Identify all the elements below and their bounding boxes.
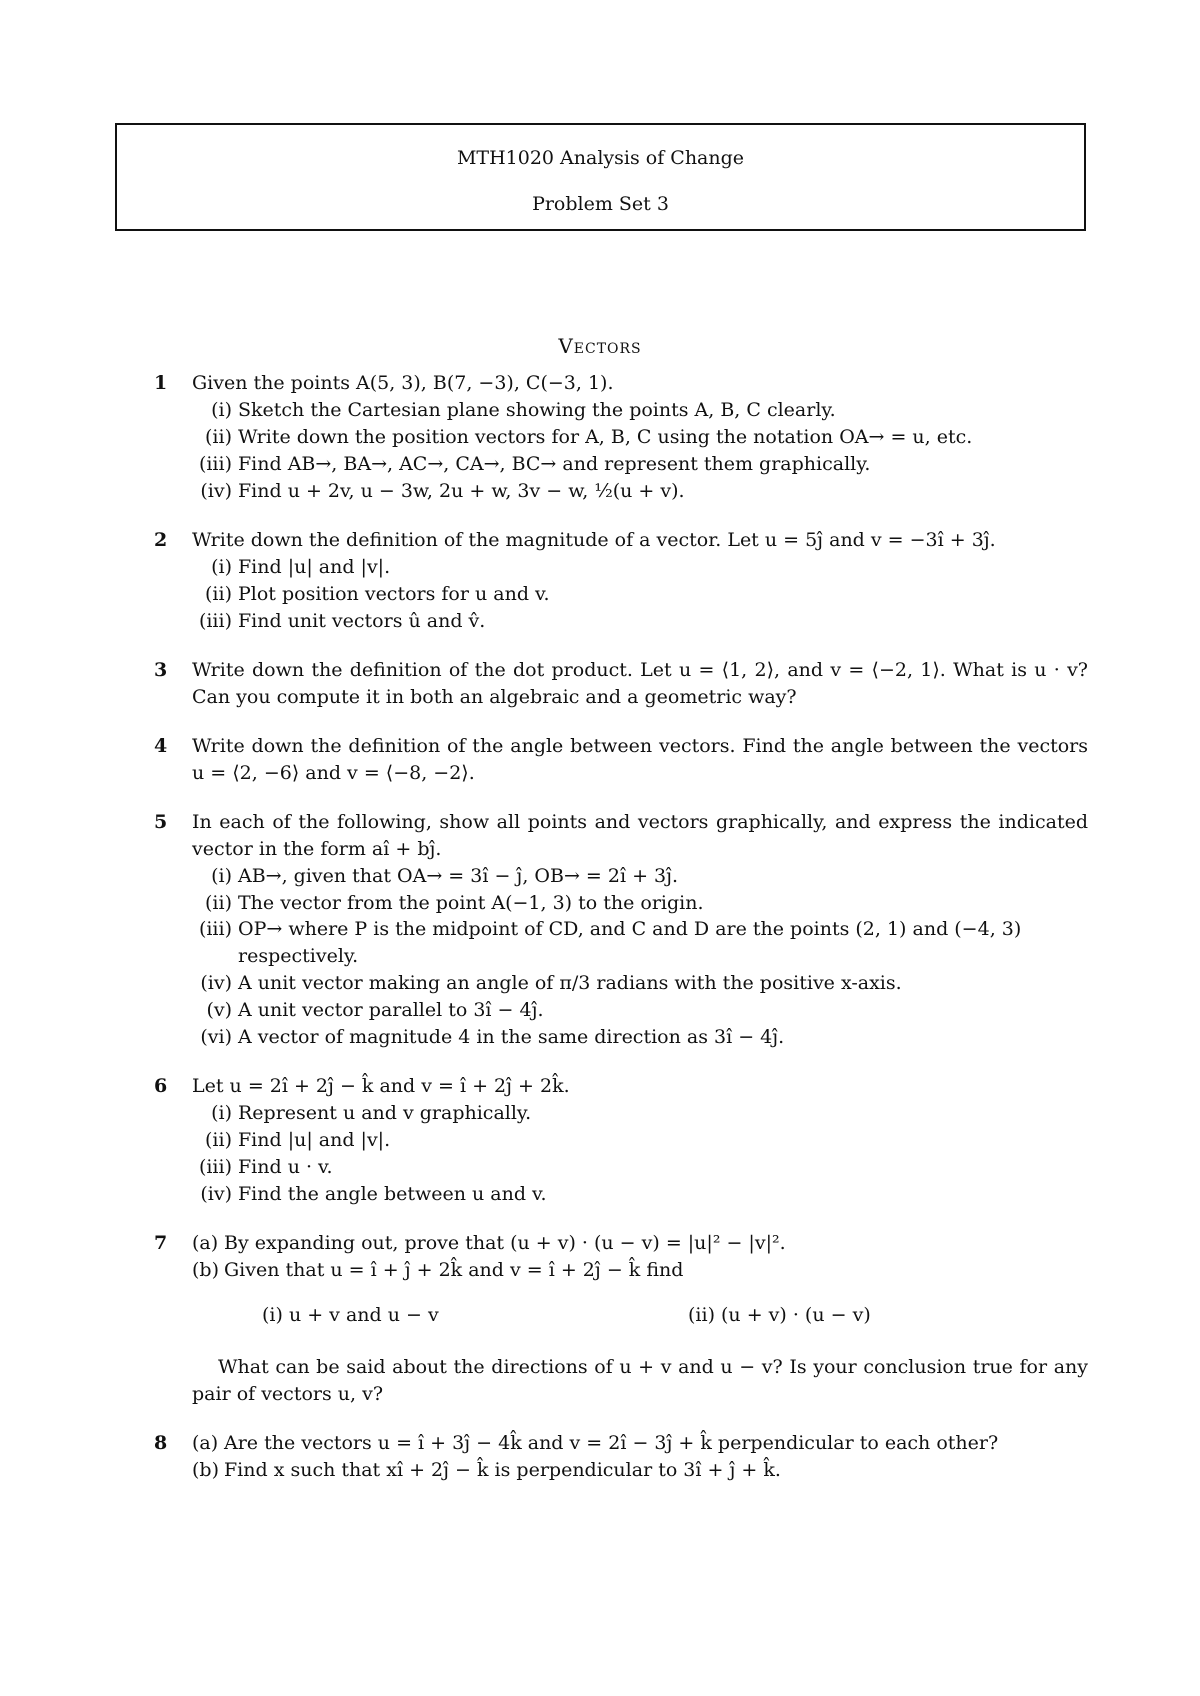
- problem-number: 6: [154, 1075, 168, 1098]
- part-text: Find x such that xî + 2ĵ − k̂ is perpendicular to 3î + ĵ + k̂.: [224, 1459, 781, 1481]
- problem-number: 5: [154, 810, 168, 833]
- problem-3: [154, 657, 1088, 711]
- problem-number: 4: [154, 734, 168, 757]
- sub-question: [168, 608, 1088, 635]
- sub-question: [168, 478, 1088, 505]
- sub-label: (iii): [198, 1156, 232, 1179]
- sub-text: Find AB→, BA→, AC→, CA→, BC→ and represent them graphically.: [238, 452, 871, 475]
- sub-question: [168, 554, 1088, 581]
- part-text: Given that u = î + ĵ + 2k̂ and v = î + 2ĵ − k̂ find: [224, 1259, 684, 1282]
- sub-text: Sketch the Cartesian plane showing the points A, B, C clearly.: [238, 398, 836, 421]
- problem-stem: In each of the following, show all points and vectors graphically, and express the indicated vector in the form aî + bĵ.: [192, 810, 1088, 860]
- course-title: MTH1020 Analysis of Change: [456, 147, 745, 169]
- sub-text: A unit vector parallel to 3î − 4ĵ.: [238, 999, 544, 1022]
- item-left: (i) u + v and u − v: [262, 1304, 439, 1327]
- sub-text: Find u · v.: [238, 1156, 333, 1179]
- problem-5: [154, 809, 1088, 1052]
- sub-label: (ii): [205, 425, 232, 448]
- problem-stem: Write down the definition of the dot product. Let u = ⟨1, 2⟩, and v = ⟨−2, 1⟩. What is u · v? Can you compute it in both an algebraic and a geometric way?: [192, 658, 1088, 708]
- sub-text: AB→, given that OA→ = 3î − ĵ, OB→ = 2î + 3ĵ.: [238, 864, 679, 887]
- sub-question: [168, 1127, 1088, 1154]
- sub-label: (ii): [205, 1129, 232, 1152]
- problem-8: [154, 1430, 1088, 1484]
- part-question: [168, 1230, 1088, 1257]
- part-question: [168, 1257, 1088, 1284]
- sub-label: (iv): [200, 479, 232, 502]
- part-text: By expanding out, prove that (u + v) · (u − v) = |u|² − |v|².: [224, 1232, 786, 1255]
- sub-question: [168, 1181, 1088, 1208]
- problem-stem: Given the points A(5, 3), B(7, −3), C(−3, 1).: [192, 372, 614, 394]
- problem-2: [154, 527, 1088, 635]
- sub-question: [168, 1024, 1088, 1051]
- sub-text: Find the angle between u and v.: [238, 1183, 547, 1206]
- problem-set-title: Problem Set 3: [532, 193, 669, 215]
- sub-text: OP→ where P is the midpoint of CD, and C and D are the points (2, 1) and (−4, 3) respectively.: [238, 918, 1022, 968]
- sub-label: (i): [211, 1102, 232, 1125]
- sub-label: (iv): [200, 1183, 232, 1206]
- sub-label: (i): [211, 864, 232, 887]
- part-label: (b): [192, 1259, 219, 1282]
- problem-7: [154, 1230, 1088, 1408]
- problem-number: 8: [154, 1432, 168, 1455]
- part-label: (a): [192, 1432, 219, 1455]
- sub-label: (i): [211, 555, 232, 578]
- part-label: (b): [192, 1459, 219, 1481]
- sub-text: Plot position vectors for u and v.: [238, 582, 550, 605]
- sub-question: [168, 863, 1088, 890]
- sub-label: (i): [211, 398, 232, 421]
- sub-question: [168, 1100, 1088, 1127]
- sub-text: A unit vector making an angle of π/3 radians with the positive x-axis.: [238, 972, 902, 995]
- problem-number: 7: [154, 1232, 168, 1255]
- sub-label: (iv): [200, 972, 232, 995]
- sub-label: (ii): [205, 582, 232, 605]
- sub-question: [168, 1154, 1088, 1181]
- sub-label: (ii): [205, 891, 232, 914]
- part-question: [168, 1457, 1088, 1484]
- sub-label: (iii): [198, 452, 232, 475]
- follow-up-paragraph: What can be said about the directions of u + v and u − v? Is your conclusion true for any pair of vectors u, v?: [192, 1356, 1088, 1406]
- problem-number: 3: [154, 658, 168, 681]
- sub-text: The vector from the point A(−1, 3) to the origin.: [238, 891, 704, 914]
- problem-stem: Write down the definition of the magnitude of a vector. Let u = 5ĵ and v = −3î + 3ĵ.: [192, 528, 996, 551]
- title-box: [115, 123, 1086, 231]
- sub-text: Write down the position vectors for A, B, C using the notation OA→ = u, etc.: [238, 425, 973, 448]
- part-question: [168, 1430, 1088, 1457]
- sub-text: Find |u| and |v|.: [238, 555, 391, 578]
- problem-stem: Let u = 2î + 2ĵ − k̂ and v = î + 2ĵ + 2k̂.: [192, 1075, 570, 1098]
- item-right: (ii) (u + v) · (u − v): [688, 1304, 871, 1327]
- problem-stem: Write down the definition of the angle between vectors. Find the angle between the vectors u = ⟨2, −6⟩ and v = ⟨−8, −2⟩.: [192, 734, 1088, 784]
- part-text: Are the vectors u = î + 3ĵ − 4k̂ and v = 2î − 3ĵ + k̂ perpendicular to each other?: [224, 1432, 999, 1455]
- sub-question: [168, 997, 1088, 1024]
- sub-label: (iii): [198, 918, 232, 941]
- section-heading: Vectors: [558, 334, 642, 358]
- sub-question: [168, 916, 1088, 970]
- sub-question: [168, 397, 1088, 424]
- problem-number: 1: [154, 372, 168, 394]
- sub-text: Find u + 2v, u − 3w, 2u + w, 3v − w, ½(u + v).: [238, 479, 685, 502]
- two-column-items: [168, 1302, 1088, 1336]
- sub-question: [168, 451, 1088, 478]
- sub-question: [168, 424, 1088, 451]
- sub-text: A vector of magnitude 4 in the same direction as 3î − 4ĵ.: [238, 1026, 785, 1049]
- sub-label: (iii): [198, 609, 232, 632]
- part-label: (a): [192, 1232, 219, 1255]
- problem-1: [154, 370, 1088, 505]
- sub-question: [168, 890, 1088, 917]
- sub-label: (v): [206, 999, 232, 1022]
- sub-question: [168, 581, 1088, 608]
- problem-4: [154, 733, 1088, 787]
- problem-number: 2: [154, 528, 168, 551]
- sub-text: Find |u| and |v|.: [238, 1129, 391, 1152]
- problem-6: [154, 1073, 1088, 1208]
- sub-text: Represent u and v graphically.: [238, 1102, 532, 1125]
- sub-label: (vi): [200, 1026, 232, 1049]
- sub-text: Find unit vectors û and v̂.: [238, 609, 486, 632]
- sub-question: [168, 970, 1088, 997]
- problem-list: [154, 370, 1088, 1506]
